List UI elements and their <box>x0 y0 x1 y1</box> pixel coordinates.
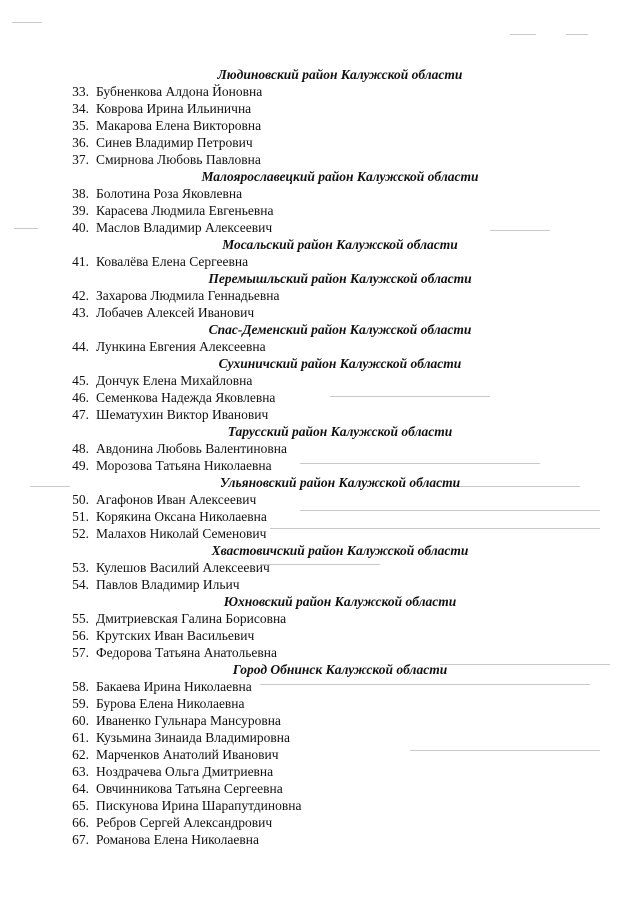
item-number: 37. <box>72 152 89 167</box>
item-number: 50. <box>72 492 89 507</box>
item-number: 63. <box>72 764 89 779</box>
district-section <box>0 474 640 542</box>
person-name: Агафонов Иван Алексеевич <box>96 492 257 507</box>
district-section <box>0 542 640 593</box>
list-item <box>0 525 640 542</box>
list-item <box>0 287 640 304</box>
person-name: Бубненкова Алдона Йоновна <box>96 84 263 99</box>
item-number: 56. <box>72 628 89 643</box>
person-name: Авдонина Любовь Валентиновна <box>96 441 287 456</box>
item-number: 60. <box>72 713 89 728</box>
list-item <box>0 559 640 576</box>
person-name: Болотина Роза Яковлевна <box>96 186 243 201</box>
district-heading: Мосальский район Калужской области <box>222 237 458 252</box>
list-item <box>0 695 640 712</box>
item-number: 52. <box>72 526 89 541</box>
item-number: 66. <box>72 815 89 830</box>
item-number: 64. <box>72 781 89 796</box>
list-item <box>0 440 640 457</box>
person-name: Коврова Ирина Ильинична <box>96 101 252 116</box>
list-item <box>0 780 640 797</box>
item-number: 57. <box>72 645 89 660</box>
item-number: 44. <box>72 339 89 354</box>
list-item <box>0 627 640 644</box>
district-heading: Юхновский район Калужской области <box>223 594 457 609</box>
district-heading: Людиновский район Калужской области <box>217 67 463 82</box>
person-name: Шематухин Виктор Иванович <box>96 407 269 422</box>
person-name: Пискунова Ирина Шарапутдиновна <box>96 798 302 813</box>
district-heading: Город Обнинск Калужской области <box>232 662 448 677</box>
district-heading: Спас-Деменский район Калужской области <box>208 322 472 337</box>
person-name: Ребров Сергей Александрович <box>96 815 273 830</box>
list-item <box>0 576 640 593</box>
item-number: 58. <box>72 679 89 694</box>
district-section <box>0 236 640 270</box>
district-section <box>0 270 640 321</box>
person-name: Корякина Оксана Николаевна <box>96 509 267 524</box>
list-item <box>0 253 640 270</box>
district-heading: Тарусский район Калужской области <box>227 424 453 439</box>
item-number: 46. <box>72 390 89 405</box>
item-number: 54. <box>72 577 89 592</box>
item-number: 39. <box>72 203 89 218</box>
district-section <box>0 168 640 236</box>
list-item <box>0 134 640 151</box>
person-name: Бакаева Ирина Николаевна <box>96 679 252 694</box>
item-number: 47. <box>72 407 89 422</box>
list-item <box>0 304 640 321</box>
item-number: 61. <box>72 730 89 745</box>
list-item <box>0 797 640 814</box>
person-name: Ковалёва Елена Сергеевна <box>96 254 249 269</box>
list-item <box>0 746 640 763</box>
item-number: 55. <box>72 611 89 626</box>
item-number: 65. <box>72 798 89 813</box>
list-item <box>0 712 640 729</box>
person-name: Ноздрачева Ольга Дмитриевна <box>96 764 274 779</box>
district-section <box>0 321 640 355</box>
item-number: 48. <box>72 441 89 456</box>
district-section <box>0 593 640 661</box>
list-item <box>0 678 640 695</box>
list-item <box>0 151 640 168</box>
item-number: 40. <box>72 220 89 235</box>
person-name: Смирнова Любовь Павловна <box>96 152 261 167</box>
item-number: 36. <box>72 135 89 150</box>
list-item <box>0 117 640 134</box>
list-item <box>0 219 640 236</box>
district-section <box>0 423 640 474</box>
person-name: Иваненко Гульнара Мансуровна <box>96 713 281 728</box>
person-name: Бурова Елена Николаевна <box>96 696 245 711</box>
list-item <box>0 406 640 423</box>
list-item <box>0 389 640 406</box>
list-item <box>0 763 640 780</box>
list-item <box>0 457 640 474</box>
item-number: 34. <box>72 101 89 116</box>
person-name: Кузьмина Зинаида Владимировна <box>96 730 290 745</box>
district-section <box>0 66 640 168</box>
item-number: 62. <box>72 747 89 762</box>
list-item <box>0 185 640 202</box>
person-name: Лункина Евгения Алексеевна <box>96 339 266 354</box>
list-item <box>0 831 640 848</box>
item-number: 42. <box>72 288 89 303</box>
district-heading: Сухиничский район Калужской области <box>218 356 462 371</box>
person-name: Романова Елена Николаевна <box>96 832 259 847</box>
person-name: Лобачев Алексей Иванович <box>96 305 255 320</box>
district-section <box>0 661 640 848</box>
person-name: Дмитриевская Галина Борисовна <box>96 611 287 626</box>
item-number: 43. <box>72 305 89 320</box>
person-name: Дончук Елена Михайловна <box>96 373 253 388</box>
document-body <box>0 66 640 848</box>
person-name: Малахов Николай Семенович <box>96 526 267 541</box>
district-heading: Малоярославецкий район Калужской области <box>201 169 479 184</box>
person-name: Федорова Татьяна Анатольевна <box>96 645 277 660</box>
district-section <box>0 355 640 423</box>
list-item <box>0 644 640 661</box>
item-number: 59. <box>72 696 89 711</box>
person-name: Крутских Иван Васильевич <box>96 628 255 643</box>
person-name: Карасева Людмила Евгеньевна <box>96 203 274 218</box>
item-number: 33. <box>72 84 89 99</box>
item-number: 41. <box>72 254 89 269</box>
list-item <box>0 491 640 508</box>
list-item <box>0 814 640 831</box>
item-number: 38. <box>72 186 89 201</box>
person-name: Синев Владимир Петрович <box>96 135 253 150</box>
item-number: 51. <box>72 509 89 524</box>
list-item <box>0 610 640 627</box>
person-name: Павлов Владимир Ильич <box>96 577 240 592</box>
item-number: 53. <box>72 560 89 575</box>
person-name: Марченков Анатолий Иванович <box>96 747 279 762</box>
person-name: Маслов Владимир Алексеевич <box>96 220 273 235</box>
list-item <box>0 372 640 389</box>
item-number: 67. <box>72 832 89 847</box>
list-item <box>0 508 640 525</box>
district-heading: Хвастовичский район Калужской области <box>211 543 469 558</box>
list-item <box>0 100 640 117</box>
person-name: Морозова Татьяна Николаевна <box>96 458 272 473</box>
list-item <box>0 729 640 746</box>
list-item <box>0 83 640 100</box>
item-number: 49. <box>72 458 89 473</box>
person-name: Захарова Людмила Геннадьевна <box>96 288 280 303</box>
person-name: Овчинникова Татьяна Сергеевна <box>96 781 283 796</box>
person-name: Кулешов Василий Алексеевич <box>96 560 270 575</box>
item-number: 45. <box>72 373 89 388</box>
person-name: Макарова Елена Викторовна <box>96 118 262 133</box>
item-number: 35. <box>72 118 89 133</box>
person-name: Семенкова Надежда Яковлевна <box>96 390 276 405</box>
district-heading: Перемышльский район Калужской области <box>208 271 472 286</box>
district-heading: Ульяновский район Калужской области <box>219 475 461 490</box>
list-item <box>0 202 640 219</box>
list-item <box>0 338 640 355</box>
